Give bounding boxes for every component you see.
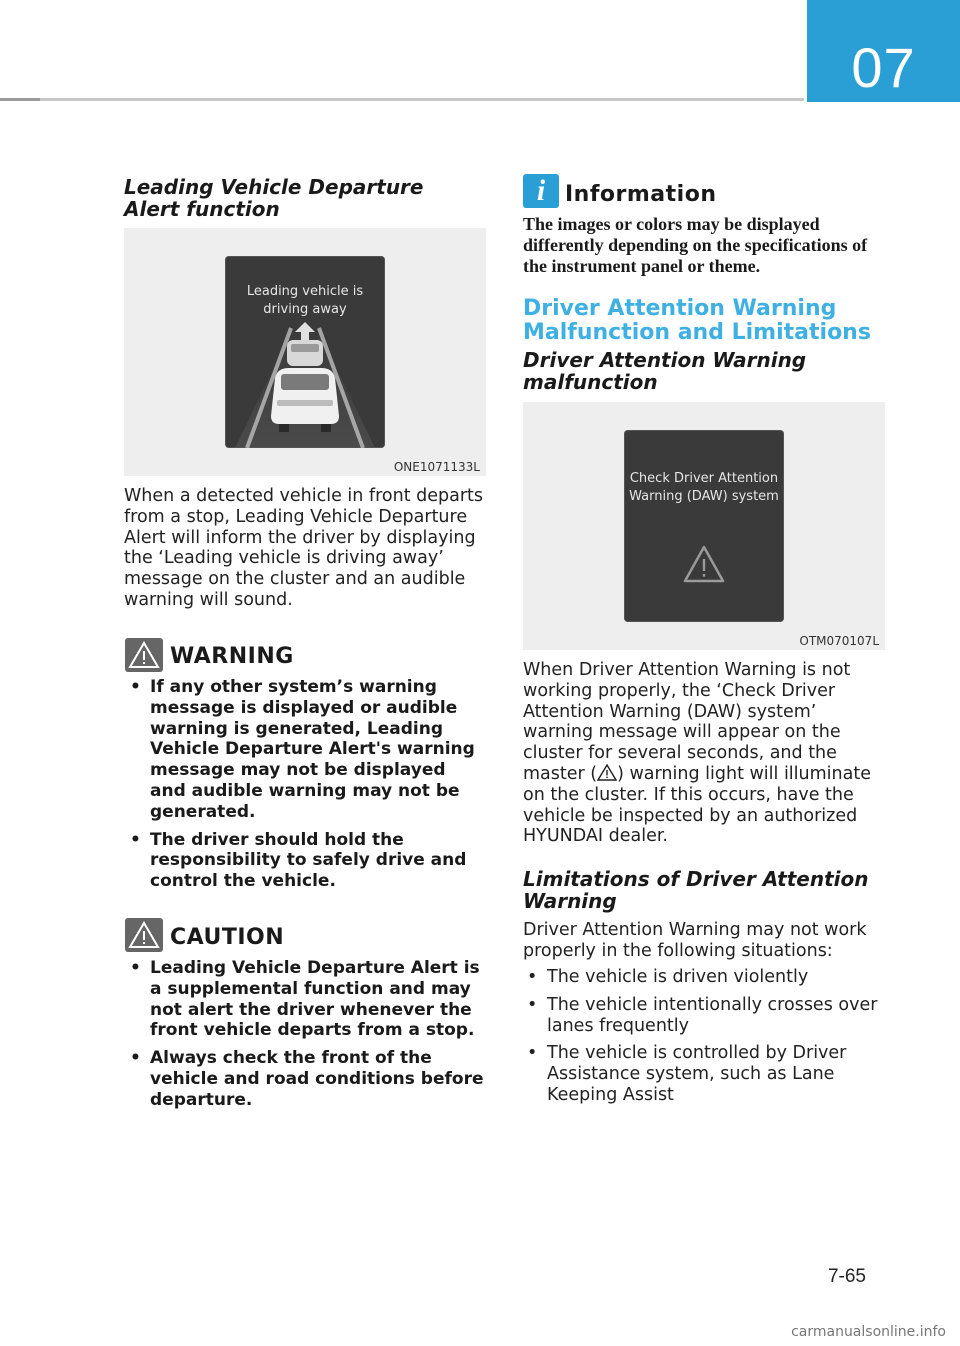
caution-triangle-icon	[125, 918, 163, 952]
warning-badge	[125, 638, 163, 672]
limitation-item: • The vehicle is controlled by Driver Assistance system, such as Lane Keeping Assist	[523, 1043, 887, 1105]
lvda-description: When a detected vehicle in front departs from a stop, Leading Vehicle Departure Alert will inform the driver by displaying the ‘Leading vehicle is driving away’ message on the cluster and an audible warning will sound.	[124, 486, 484, 610]
section-title-lvda: Leading Vehicle Departure Alert function	[124, 175, 424, 221]
cluster-message: Check Driver Attention Warning (DAW) system	[629, 471, 779, 504]
warning-triangle-icon	[682, 544, 726, 584]
limitation-item: • The vehicle intentionally crosses over lanes frequently	[523, 995, 887, 1037]
info-title: Information	[565, 182, 717, 207]
figure-code: ONE1071133L	[393, 460, 480, 474]
master-warning-icon	[597, 764, 617, 781]
chapter-number: 07	[807, 0, 960, 102]
info-text: The images or colors may be displayed differently depending on the specifications of the instrument panel or theme.	[523, 214, 868, 276]
cluster-message: Leading vehicle is driving away	[246, 284, 364, 317]
cluster-display	[624, 430, 784, 622]
warning-list	[126, 677, 484, 899]
caution-item: • Leading Vehicle Departure Alert is a supplemental function and may not alert the driver whenever the front vehicle departs from a stop.	[126, 958, 484, 1041]
figure-daw-check	[523, 402, 885, 650]
figure-code: OTM070107L	[799, 634, 879, 648]
description-part: ) warning light will illuminate on the cluster. If this occurs, have the vehicle be inspected by an authorized HYUNDAI dealer.	[523, 763, 871, 847]
leading-vehicle-illustration	[225, 316, 385, 448]
caution-item: • Always check the front of the vehicle and road conditions before departure.	[126, 1048, 484, 1110]
figure-leading-vehicle	[124, 228, 486, 476]
description-part: When Driver Attention Warning is not working properly, the ‘Check Driver Attention Warning (DAW) system’ warning message will appear on the cluster for several seconds, and the master (	[523, 660, 851, 784]
caution-title: CAUTION	[170, 925, 285, 950]
subsection-daw-malfunction: Driver Attention Warning malfunction	[523, 348, 807, 394]
daw-malfunction-description	[523, 660, 887, 847]
caution-badge	[125, 918, 163, 952]
limitation-item: • The vehicle is driven violently	[523, 967, 887, 988]
warning-title: WARNING	[170, 644, 294, 669]
header-rule-accent	[0, 98, 40, 101]
caution-list	[126, 958, 484, 1118]
page-number: 7-65	[827, 1266, 866, 1287]
limitations-list	[523, 967, 887, 1113]
warning-triangle-icon	[125, 638, 163, 672]
subsection-daw-limitations: Limitations of Driver Attention Warning	[523, 867, 869, 913]
warning-item: • If any other system’s warning message is displayed or audible warning is generated, Leading Vehicle Departure Alert's warning message may not be displayed and audible warning may not be generated.	[126, 677, 484, 823]
limitations-intro: Driver Attention Warning may not work properly in the following situations:	[523, 920, 867, 961]
section-title-daw: Driver Attention Warning Malfunction and Limitations	[523, 296, 871, 345]
warning-item: • The driver should hold the responsibility to safely drive and control the vehicle.	[126, 830, 484, 892]
header-rule	[0, 98, 804, 101]
info-icon: i	[523, 174, 559, 208]
cluster-display	[225, 256, 385, 448]
watermark: carmanualsonline.info	[791, 1324, 946, 1340]
